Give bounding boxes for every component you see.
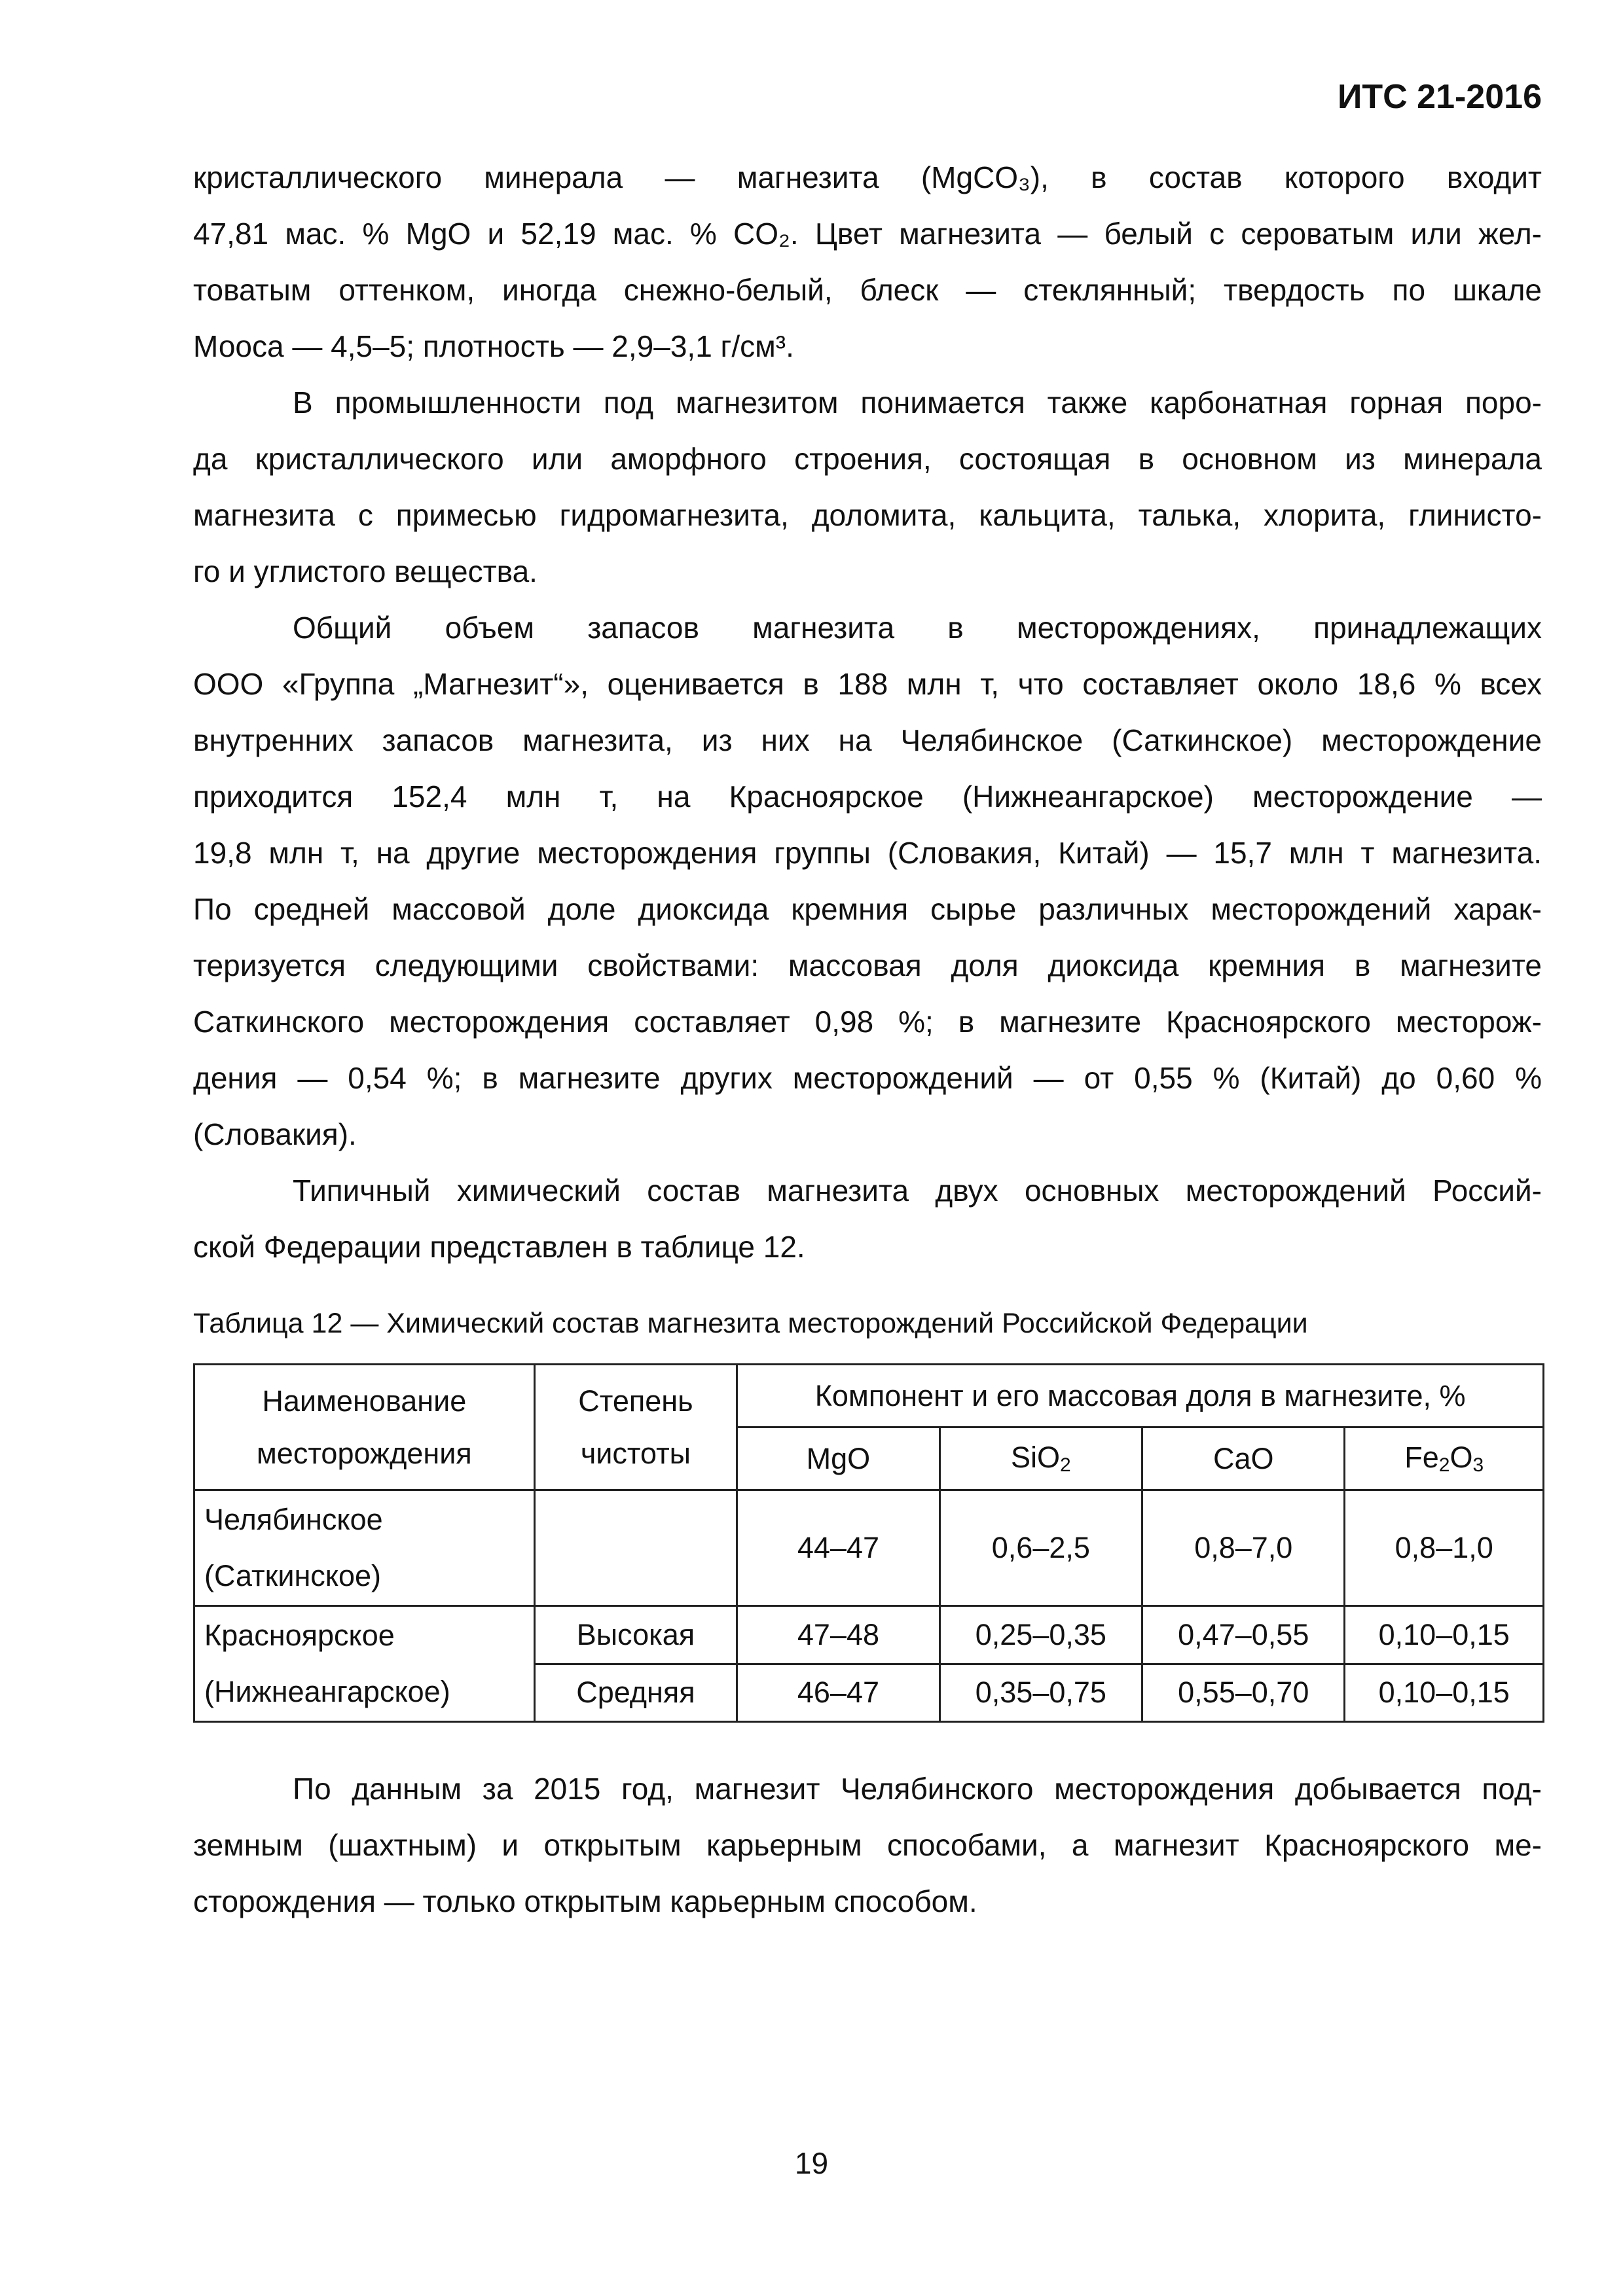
cell-cao: 0,55–0,70	[1142, 1664, 1345, 1722]
text-line: кристаллического минерала — магнезита (MgCO₃), в состав которого входит	[193, 160, 1542, 194]
header-text: Степень	[578, 1384, 693, 1418]
header-text: месторождения	[256, 1436, 472, 1470]
table-caption: Таблица 12 — Химический состав магнезита месторождений Российской Федерации	[193, 1308, 1308, 1339]
text-line: 19,8 млн т, на другие месторождения группы (Словакия, Китай) — 15,7 млн т магнезита.	[193, 836, 1542, 870]
text-line: 47,81 мас. % MgO и 52,19 мас. % CO₂. Цвет магнезита — белый с сероватым или жел-	[193, 217, 1542, 251]
cell-fe2o3: 0,10–0,15	[1345, 1606, 1544, 1664]
text-line: Саткинского месторождения составляет 0,98 %; в магнезите Красноярского месторож-	[193, 1005, 1542, 1039]
text-line: Типичный химический состав магнезита двух основных месторождений Россий-	[293, 1174, 1542, 1208]
cell-cao: 0,8–7,0	[1142, 1490, 1345, 1606]
cell-deposit	[194, 1606, 535, 1722]
formula-subscript: 2	[1060, 1454, 1071, 1476]
paragraph-table-intro	[193, 1162, 1542, 1275]
formula-subscript: 2	[1438, 1454, 1450, 1476]
text-line: По средней массовой доле диоксида кремния сырье различных месторождений харак-	[193, 892, 1542, 926]
column-header-cao: CaO	[1142, 1427, 1345, 1490]
paragraph-reserves	[193, 600, 1542, 1162]
table-row	[194, 1606, 1544, 1664]
text-line: го и углистого вещества.	[193, 554, 538, 588]
text-line: По данным за 2015 год, магнезит Челябинского месторождения добывается под-	[293, 1772, 1542, 1806]
cell-fe2o3: 0,8–1,0	[1345, 1490, 1544, 1606]
cell-deposit	[194, 1490, 535, 1606]
text-line: приходится 152,4 млн т, на Красноярское (Нижнеангарское) месторождение —	[193, 780, 1542, 814]
text-line: ской Федерации представлен в таблице 12.	[193, 1230, 805, 1264]
text-line: теризуется следующими свойствами: массовая доля диоксида кремния в магнезите	[193, 948, 1542, 982]
cell-purity: Высокая	[534, 1606, 737, 1664]
cell-text: (Саткинское)	[204, 1559, 382, 1592]
text-line: внутренних запасов магнезита, из них на Челябинское (Саткинское) месторождение	[193, 723, 1542, 757]
table-row	[194, 1490, 1544, 1606]
cell-purity: Средняя	[534, 1664, 737, 1722]
formula-text: O	[1450, 1441, 1473, 1474]
column-header-component-group: Компонент и его массовая доля в магнезите, %	[737, 1365, 1544, 1427]
text-line: В промышленности под магнезитом понимается также карбонатная горная поро-	[293, 386, 1542, 420]
cell-cao: 0,47–0,55	[1142, 1606, 1345, 1664]
column-header-purity	[534, 1365, 737, 1490]
paragraph-mining-methods	[193, 1761, 1542, 1929]
cell-text: Красноярское	[204, 1619, 395, 1652]
text-line: да кристаллического или аморфного строения, состоящая в основном из минерала	[193, 442, 1542, 476]
page-content	[193, 149, 1542, 1929]
text-line: земным (шахтным) и открытым карьерным способами, а магнезит Красноярского ме-	[193, 1828, 1542, 1862]
header-text: Наименование	[262, 1384, 467, 1418]
document-code: ИТС 21-2016	[1338, 78, 1542, 116]
cell-text: Челябинское	[204, 1503, 383, 1536]
column-header-sio2	[939, 1427, 1142, 1490]
text-line: магнезита с примесью гидромагнезита, доломита, кальцита, талька, хлорита, глинисто-	[193, 498, 1542, 532]
header-text: чистоты	[580, 1436, 691, 1470]
column-header-mgo: MgO	[737, 1427, 939, 1490]
paragraph-industrial-magnesite	[193, 374, 1542, 600]
cell-sio2: 0,35–0,75	[939, 1664, 1142, 1722]
cell-sio2: 0,6–2,5	[939, 1490, 1142, 1606]
formula-subscript: 3	[1472, 1454, 1484, 1476]
text-line: Общий объем запасов магнезита в месторождениях, принадлежащих	[293, 611, 1542, 645]
text-line: ООО «Группа „Магнезит“», оценивается в 188 млн т, что составляет около 18,6 % всех	[193, 667, 1542, 701]
column-header-fe2o3	[1345, 1427, 1544, 1490]
cell-purity	[534, 1490, 737, 1606]
page-number: 19	[794, 2146, 829, 2180]
text-line: сторождения — только открытым карьерным способом.	[193, 1884, 977, 1918]
cell-fe2o3: 0,10–0,15	[1345, 1664, 1544, 1722]
paragraph-magnesite-mineral	[193, 149, 1542, 374]
text-line: товатым оттенком, иногда снежно-белый, блеск — стеклянный; твердость по шкале	[193, 273, 1542, 307]
formula-text: Fe	[1404, 1441, 1439, 1474]
text-line: Мооса — 4,5–5; плотность — 2,9–3,1 г/см³.	[193, 329, 794, 363]
cell-mgo: 44–47	[737, 1490, 939, 1606]
text-line: (Словакия).	[193, 1117, 357, 1151]
table-header-row	[194, 1365, 1544, 1427]
text-line: дения — 0,54 %; в магнезите других месторождений — от 0,55 % (Китай) до 0,60 %	[193, 1061, 1542, 1095]
column-header-deposit	[194, 1365, 535, 1490]
cell-mgo: 46–47	[737, 1664, 939, 1722]
chemical-composition-table	[193, 1363, 1544, 1723]
cell-mgo: 47–48	[737, 1606, 939, 1664]
cell-text: (Нижнеангарское)	[204, 1675, 450, 1708]
formula-text: SiO	[1010, 1441, 1060, 1474]
cell-sio2: 0,25–0,35	[939, 1606, 1142, 1664]
